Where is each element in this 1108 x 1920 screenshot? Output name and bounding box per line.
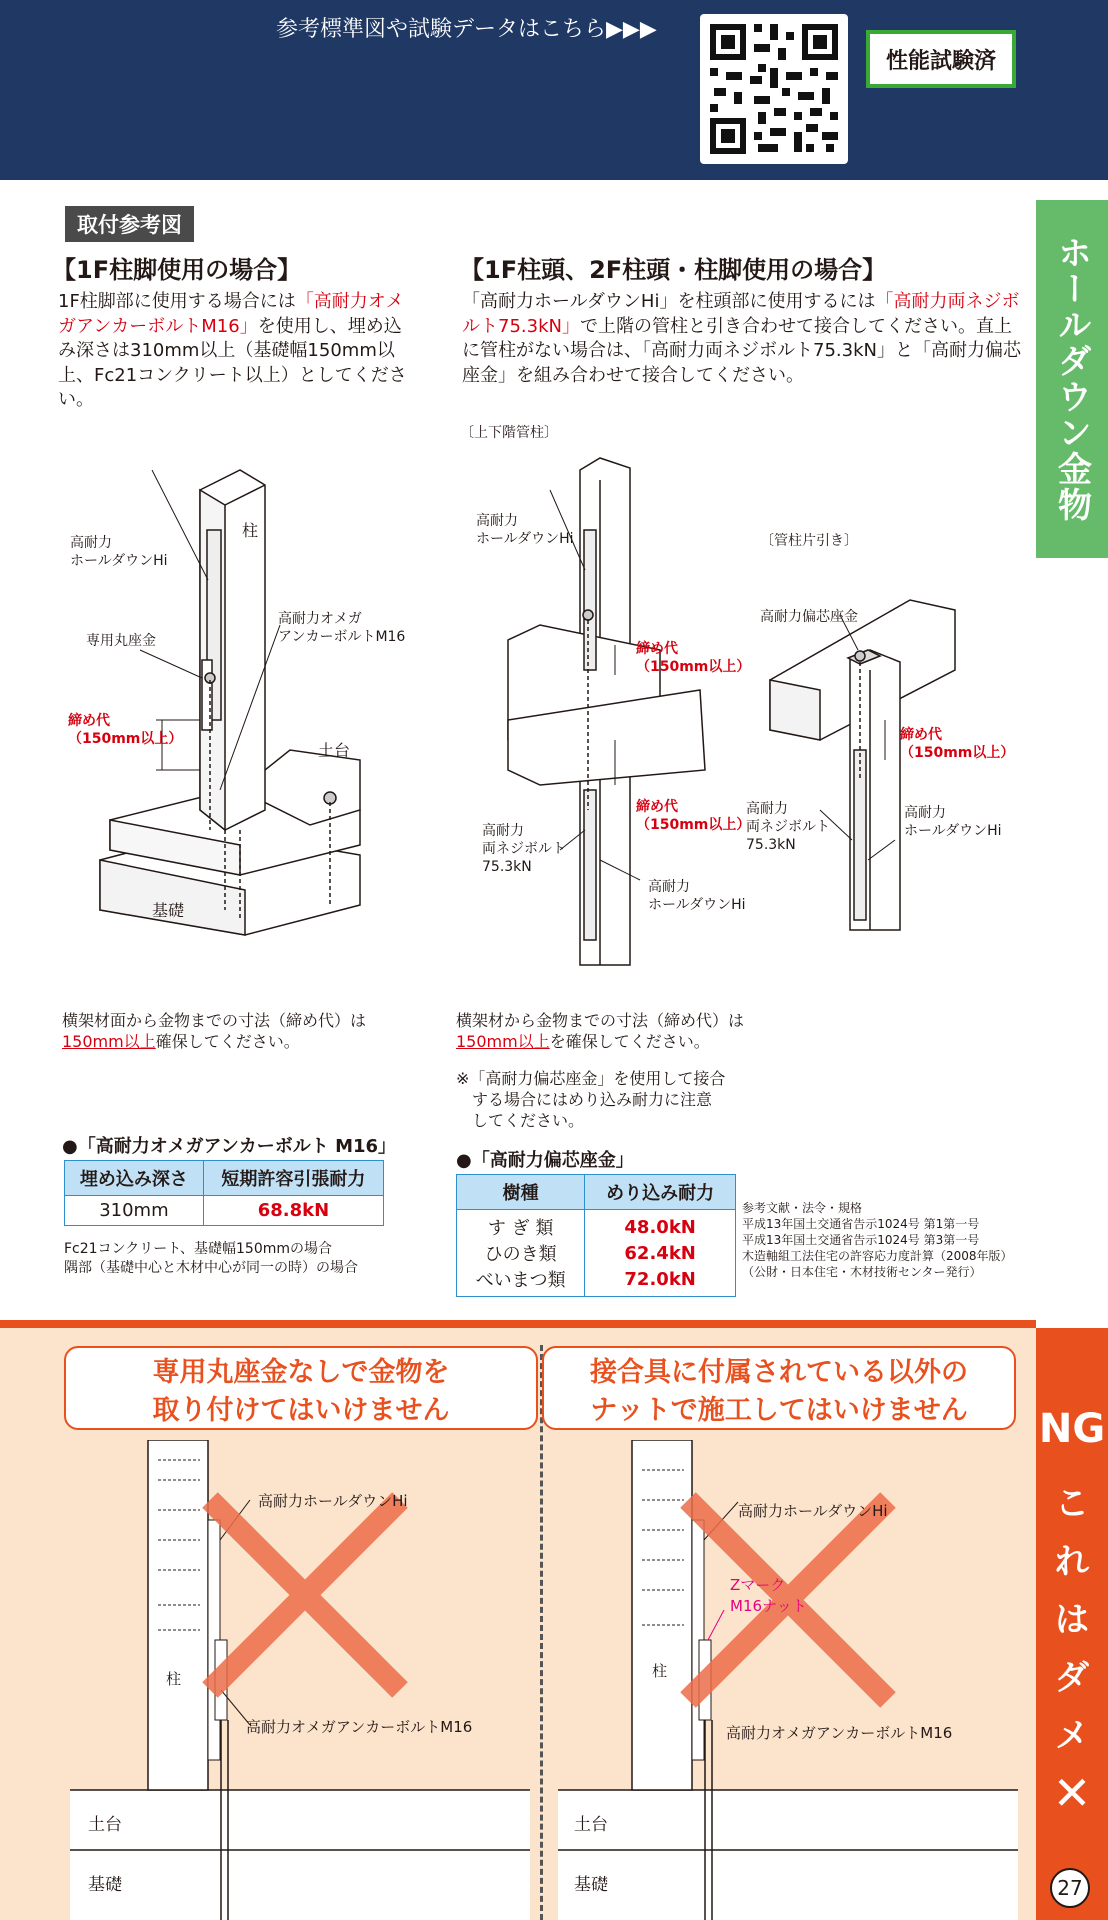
ng-char: こ — [1055, 1484, 1089, 1524]
ng-left-foundation-label: 基礎 — [88, 1875, 122, 1895]
bolt-label: 高耐力 両ネジボルト 75.3kN — [482, 823, 566, 875]
ng-right-foundation-label: 基礎 — [574, 1875, 608, 1895]
left-note — [62, 1010, 382, 1052]
sill-label: 土台 — [318, 741, 351, 760]
ng-left-illustration — [70, 1440, 530, 1920]
ng-right-sill-label: 土台 — [574, 1815, 608, 1835]
ng-char: NG — [1038, 1406, 1106, 1452]
ng-right-holdown-label: 高耐力ホールダウンHi — [738, 1502, 888, 1520]
para-highlight: 「高耐力両ネジボルト75.3kN」 — [462, 291, 1020, 337]
table-header: 樹種 — [457, 1175, 585, 1210]
washer-label: 専用丸座金 — [86, 633, 156, 649]
ng-left-holdown-label: 高耐力ホールダウンHi — [258, 1492, 408, 1510]
category-tab[interactable]: ホールダウン金物 — [1036, 200, 1108, 558]
reference-link-text[interactable]: 参考標準図や試験データはこちら▶▶▶ — [276, 17, 657, 42]
ng-char: ダ — [1055, 1658, 1089, 1698]
ng-center-divider — [540, 1345, 543, 1920]
table-cell-value: 48.0kN — [585, 1210, 736, 1241]
left-paragraph — [58, 290, 408, 413]
table-cell: す ぎ 類 — [457, 1210, 585, 1241]
section-label: 取付参考図 — [65, 206, 194, 242]
margin3-label: 締め代 （150mm以上） — [900, 727, 1015, 761]
left-install-diagram — [90, 450, 390, 960]
margin2-label: 締め代 （150mm以上） — [636, 799, 751, 833]
right-table-title: ●「高耐力偏芯座金」 — [456, 1150, 634, 1171]
foundation-label: 基礎 — [152, 901, 185, 920]
ng-char: メ — [1055, 1716, 1089, 1756]
ng-warning-right: 接合具に付属されている以外の ナットで施工してはいけません — [542, 1346, 1016, 1430]
para-text: で上階の管柱と引き合わせて接合してください。直上に管柱がない場合は、「高耐力両ネジボルト75.3kN」と「高耐力偏芯座金」を組み合わせて接合してください。 — [462, 315, 1021, 386]
bolt2-label: 高耐力 両ネジボルト 75.3kN — [746, 801, 830, 853]
holdown-top-label: 高耐力 ホールダウンHi — [476, 513, 574, 547]
ng-warning-left: 専用丸座金なしで金物を 取り付けてはいけません — [64, 1346, 538, 1430]
left-heading: 【1F柱脚使用の場合】 — [52, 256, 302, 284]
table-cell: べいまつ類 — [457, 1266, 585, 1297]
page-number: 27 — [1050, 1868, 1090, 1908]
para-text: を使用し、埋め込み深さは310mm以上（基礎幅150mm以上、Fc21コンクリート以上）としてください。 — [58, 315, 407, 410]
table-header: 短期許容引張耐力 — [203, 1161, 383, 1196]
ng-divider — [0, 1320, 1036, 1328]
single-pillar-diagram — [760, 590, 960, 940]
ng-left-anchor-label: 高耐力オメガアンカーボルトM16 — [246, 1718, 473, 1736]
margin-label: 締め代 （150mm以上） — [68, 713, 183, 747]
tested-badge: 性能試験済 — [866, 30, 1016, 88]
anchor-spec-table — [64, 1160, 384, 1226]
ecc-washer-label: 高耐力偏芯座金 — [760, 609, 858, 625]
note-text: を確保してください。 — [549, 1032, 710, 1051]
case1-label: 〔上下階管柱〕 — [460, 425, 558, 441]
left-table-title: ●「高耐力オメガアンカーボルト M16」 — [62, 1136, 397, 1157]
ng-right-anchor-label: 高耐力オメガアンカーボルトM16 — [726, 1724, 953, 1742]
ng-left-sill-label: 土台 — [88, 1815, 122, 1835]
pillar-label: 柱 — [242, 521, 259, 540]
ng-left-pillar-label: 柱 — [166, 1670, 182, 1688]
anchor-label: 高耐力オメガ アンカーボルトM16 — [278, 611, 406, 645]
right-note — [456, 1010, 756, 1052]
washer-spec-table — [456, 1174, 736, 1297]
note-text: 横架材から金物までの寸法（締め代）は — [456, 1011, 745, 1030]
note-text: 横架材面から金物までの寸法（締め代）は — [62, 1011, 367, 1030]
ng-cross-char: ✕ — [1052, 1766, 1092, 1820]
references: 参考文献・法令・規格 平成13年国土交通省告示1024号 第1第一号 平成13年国土交通省告示1024号 第3第一号 木造軸組工法住宅の許容応力度計算（2008年版） （公財・日本住宅・木材技術センター発行） — [742, 1201, 1013, 1279]
right-heading: 【1F柱頭、2F柱頭・柱脚使用の場合】 — [460, 256, 887, 284]
para-highlight: 「高耐力オメガアンカーボルトM16」 — [58, 291, 404, 337]
table-cell: ひのき類 — [457, 1240, 585, 1266]
left-table-note: Fc21コンクリート、基礎幅150mmの場合 隅部（基礎中心と木材中心が同一の時）の場合 — [64, 1241, 358, 1276]
table-header: めり込み耐力 — [585, 1175, 736, 1210]
note-highlight: 150mm以上 — [62, 1032, 156, 1051]
holdown-label: 高耐力 ホールダウンHi — [70, 535, 168, 569]
table-cell-value: 62.4kN — [585, 1240, 736, 1266]
right-paragraph — [462, 290, 1022, 388]
holdown2-label: 高耐力 ホールダウンHi — [904, 805, 1002, 839]
holdown-bottom-label: 高耐力 ホールダウンHi — [648, 879, 746, 913]
para-text: 1F柱脚部に使用する場合には — [58, 291, 296, 312]
ng-char: れ — [1055, 1542, 1089, 1582]
note-text: 確保してください。 — [155, 1032, 300, 1051]
right-note2: ※「高耐力偏芯座金」を使用して接合 する場合にはめり込み耐力に注意 してください。 — [456, 1069, 726, 1130]
note-highlight: 150mm以上 — [456, 1032, 550, 1051]
para-text: 「高耐力ホールダウンHi」を柱頭部に使用するには — [462, 291, 876, 312]
margin1-label: 締め代 （150mm以上） — [636, 641, 751, 675]
table-cell-value: 72.0kN — [585, 1266, 736, 1297]
ng-right-pillar-label: 柱 — [652, 1662, 668, 1680]
ng-tab — [1036, 1328, 1108, 1920]
ng-char: は — [1055, 1600, 1089, 1640]
table-cell: 310mm — [65, 1196, 204, 1226]
case2-label: 〔管柱片引き〕 — [760, 533, 858, 549]
table-cell-value: 68.8kN — [203, 1196, 383, 1226]
qr-code[interactable] — [700, 14, 848, 164]
ng-right-znut-label: Zマーク M16ナット — [730, 1576, 807, 1615]
table-header: 埋め込み深さ — [65, 1161, 204, 1196]
